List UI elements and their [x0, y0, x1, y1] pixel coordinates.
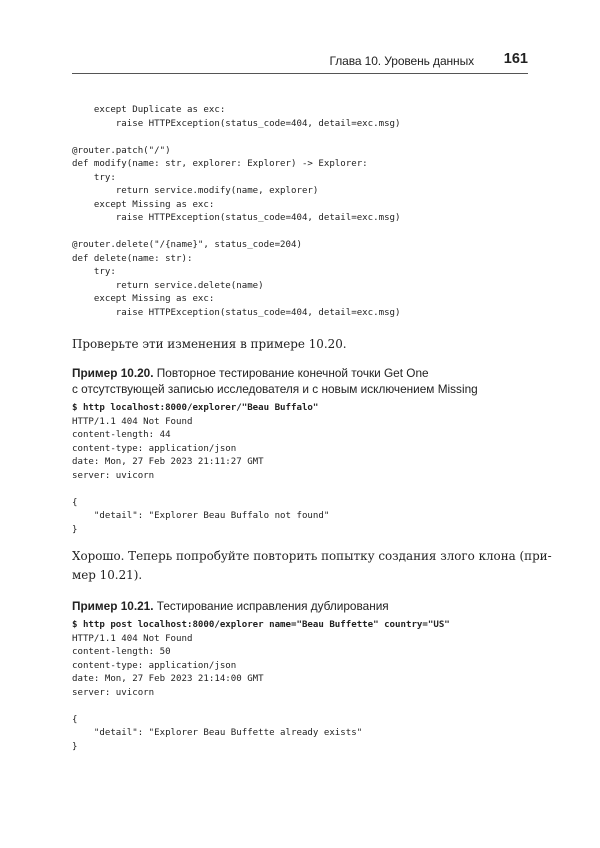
code-line: raise HTTPException(status_code=404, detail=exc.msg) — [72, 307, 401, 318]
output-line: { — [72, 497, 78, 508]
code-block-example-10-21 — [72, 619, 450, 754]
output-line: { — [72, 714, 78, 725]
caption-text: с отсутствующей записью исследователя и с новым исключением Missing — [72, 381, 478, 396]
code-block-example-10-20 — [72, 402, 329, 537]
command-line: $ http localhost:8000/explorer/"Beau Buffalo" — [72, 403, 319, 413]
code-line: @router.delete("/{name}", status_code=204) — [72, 240, 302, 250]
code-line: @router.patch("/") — [72, 145, 171, 156]
output-line: server: uvicorn — [72, 470, 155, 481]
header-rule — [72, 73, 528, 74]
example-10-21-caption — [72, 599, 528, 615]
output-line: content-length: 44 — [72, 430, 171, 440]
code-line — [72, 226, 401, 240]
code-line: def modify(name: str, explorer: Explorer) -> Explorer: — [72, 159, 368, 169]
output-line: server: uvicorn — [72, 687, 155, 698]
code-line: raise HTTPException(status_code=404, detail=exc.msg) — [72, 118, 401, 129]
output-line: content-type: application/json — [72, 660, 237, 671]
output-line: date: Mon, 27 Feb 2023 21:11:27 GMT — [72, 457, 264, 467]
page-number: 161 — [503, 51, 528, 67]
code-line: return service.modify(name, explorer) — [72, 186, 319, 196]
code-block-router — [72, 104, 401, 320]
output-line: "detail": "Explorer Beau Buffette already exists" — [72, 728, 363, 738]
output-line: } — [72, 524, 78, 535]
code-line: except Missing as exc: — [72, 294, 215, 304]
example-label: Пример 10.21. — [72, 599, 154, 613]
output-line: content-length: 50 — [72, 647, 171, 657]
code-line — [72, 131, 401, 145]
code-line: except Missing as exc: — [72, 199, 215, 210]
paragraph-check-changes — [72, 335, 528, 354]
code-line: try: — [72, 267, 116, 277]
output-line: HTTP/1.1 404 Not Found — [72, 416, 193, 427]
output-line: date: Mon, 27 Feb 2023 21:14:00 GMT — [72, 674, 264, 684]
code-line: try: — [72, 172, 116, 183]
code-line: return service.delete(name) — [72, 280, 264, 291]
command-line: $ http post localhost:8000/explorer name="Beau Buffette" country="US" — [72, 620, 450, 630]
code-line: raise HTTPException(status_code=404, detail=exc.msg) — [72, 213, 401, 223]
output-line: content-type: application/json — [72, 443, 237, 454]
caption-text: Тестирование исправления дублирования — [153, 599, 389, 613]
output-line: HTTP/1.1 404 Not Found — [72, 633, 193, 644]
output-line — [72, 700, 450, 714]
paragraph-evil-clone — [72, 547, 552, 585]
example-10-20-caption — [72, 366, 528, 397]
paragraph-line: Проверьте эти изменения в примере 10.20. — [72, 337, 347, 351]
code-line: def delete(name: str): — [72, 253, 193, 264]
output-line — [72, 483, 329, 497]
example-label: Пример 10.20. — [72, 366, 154, 380]
output-line: "detail": "Explorer Beau Buffalo not found" — [72, 511, 330, 521]
paragraph-line: мер 10.21). — [72, 568, 143, 582]
chapter-title: Глава 10. Уровень данных — [329, 54, 474, 68]
paragraph-line: Хорошо. Теперь попробуйте повторить попытку создания злого клона (при- — [72, 549, 552, 563]
code-line: except Duplicate as exc: — [72, 105, 226, 115]
caption-text: Повторное тестирование конечной точки Get One — [153, 366, 429, 380]
output-line: } — [72, 741, 78, 752]
running-header — [72, 52, 528, 72]
